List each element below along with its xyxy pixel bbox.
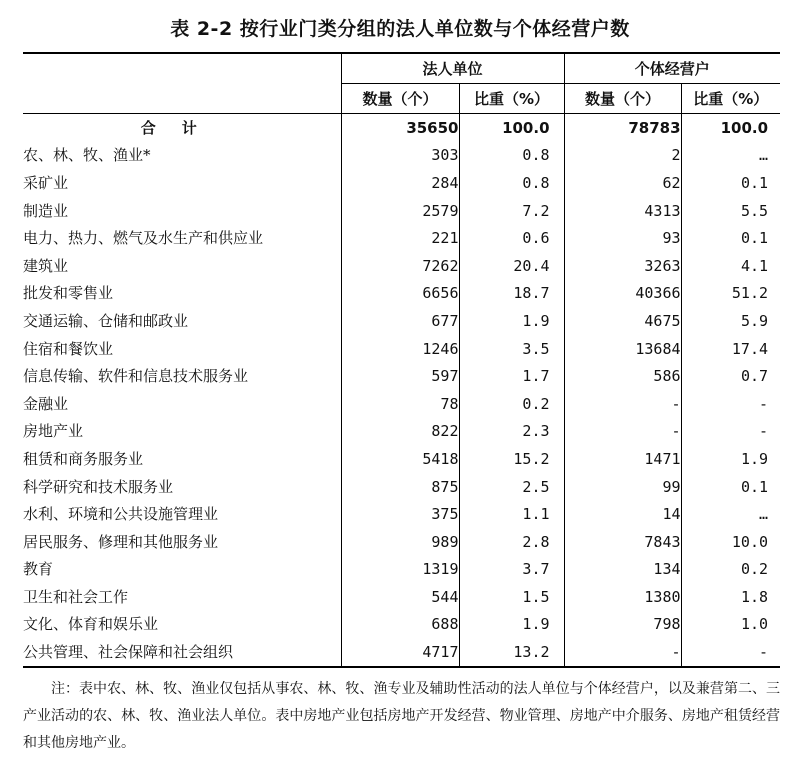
legal-count-cell: 221 xyxy=(341,224,459,252)
legal-ratio-cell: 0.8 xyxy=(459,142,564,170)
individual-ratio-cell: 1.9 xyxy=(681,445,780,473)
individual-ratio-cell: 1.8 xyxy=(681,583,780,611)
legal-ratio-cell: 1.9 xyxy=(459,611,564,639)
legal-ratio-cell: 7.2 xyxy=(459,197,564,225)
individual-ratio-cell: 51.2 xyxy=(681,280,780,308)
row-label: 住宿和餐饮业 xyxy=(23,339,114,358)
table-row xyxy=(23,335,780,363)
individual-ratio-cell: 10.0 xyxy=(681,528,780,556)
table-row xyxy=(23,142,780,170)
individual-count-cell: 99 xyxy=(564,473,681,501)
legal-ratio-cell: 3.5 xyxy=(459,335,564,363)
statistics-table xyxy=(23,52,780,668)
row-label: 房地产业 xyxy=(23,422,84,441)
legal-ratio-cell: 3.7 xyxy=(459,556,564,584)
row-label: 租赁和商务服务业 xyxy=(23,449,144,468)
legal-count-cell: 1319 xyxy=(341,556,459,584)
individual-ratio-cell: 0.2 xyxy=(681,556,780,584)
header-group-row xyxy=(23,53,780,84)
legal-count-cell: 677 xyxy=(341,307,459,335)
individual-ratio-cell: 1.0 xyxy=(681,611,780,639)
legal-ratio-cell: 18.7 xyxy=(459,280,564,308)
header-legal-units: 法人单位 xyxy=(341,53,564,84)
header-legal-ratio: 比重（%） xyxy=(459,84,564,114)
row-label: 农、林、牧、渔业* xyxy=(23,146,151,165)
individual-ratio-cell: 0.7 xyxy=(681,362,780,390)
header-individual-ratio: 比重（%） xyxy=(681,84,780,114)
individual-count-cell: 798 xyxy=(564,611,681,639)
legal-ratio-cell: 13.2 xyxy=(459,638,564,667)
row-label: 建筑业 xyxy=(23,256,69,275)
legal-ratio-cell: 2.5 xyxy=(459,473,564,501)
legal-ratio-cell: 1.5 xyxy=(459,583,564,611)
legal-count-cell: 989 xyxy=(341,528,459,556)
table-row xyxy=(23,445,780,473)
row-label: 电力、热力、燃气及水生产和供应业 xyxy=(23,229,264,248)
table-row xyxy=(23,224,780,252)
individual-count-cell: 1380 xyxy=(564,583,681,611)
table-row xyxy=(23,362,780,390)
individual-ratio-cell: 4.1 xyxy=(681,252,780,280)
individual-ratio-cell: … xyxy=(681,500,780,528)
header-legal-count: 数量（个） xyxy=(341,84,459,114)
individual-ratio-cell: 5.9 xyxy=(681,307,780,335)
individual-count-cell: 14 xyxy=(564,500,681,528)
table-row xyxy=(23,473,780,501)
individual-count-cell: 134 xyxy=(564,556,681,584)
legal-count-cell: 35650 xyxy=(341,114,459,142)
individual-count-cell: 4675 xyxy=(564,307,681,335)
legal-count-cell: 284 xyxy=(341,169,459,197)
table-row xyxy=(23,500,780,528)
individual-count-cell: 40366 xyxy=(564,280,681,308)
table-row xyxy=(23,280,780,308)
table-row xyxy=(23,197,780,225)
individual-count-cell: 586 xyxy=(564,362,681,390)
table-row xyxy=(23,528,780,556)
legal-count-cell: 375 xyxy=(341,500,459,528)
legal-count-cell: 5418 xyxy=(341,445,459,473)
individual-ratio-cell: 100.0 xyxy=(681,114,780,142)
individual-count-cell: 3263 xyxy=(564,252,681,280)
table-row xyxy=(23,390,780,418)
individual-count-cell: 62 xyxy=(564,169,681,197)
legal-ratio-cell: 20.4 xyxy=(459,252,564,280)
table-body xyxy=(23,114,780,667)
table-row xyxy=(23,583,780,611)
individual-count-cell: 93 xyxy=(564,224,681,252)
header-individual-households: 个体经营户 xyxy=(564,53,780,84)
individual-count-cell: - xyxy=(564,638,681,667)
individual-ratio-cell: … xyxy=(681,142,780,170)
legal-count-cell: 2579 xyxy=(341,197,459,225)
row-label: 金融业 xyxy=(23,394,69,413)
legal-count-cell: 875 xyxy=(341,473,459,501)
legal-ratio-cell: 1.1 xyxy=(459,500,564,528)
individual-count-cell: 7843 xyxy=(564,528,681,556)
individual-count-cell: - xyxy=(564,390,681,418)
legal-count-cell: 6656 xyxy=(341,280,459,308)
legal-count-cell: 822 xyxy=(341,418,459,446)
row-label: 公共管理、社会保障和社会组织 xyxy=(23,638,341,667)
row-label: 批发和零售业 xyxy=(23,284,114,303)
legal-count-cell: 7262 xyxy=(341,252,459,280)
individual-count-cell: 4313 xyxy=(564,197,681,225)
legal-ratio-cell: 1.7 xyxy=(459,362,564,390)
legal-count-cell: 4717 xyxy=(341,638,459,667)
table-row xyxy=(23,611,780,639)
legal-count-cell: 688 xyxy=(341,611,459,639)
individual-ratio-cell: 0.1 xyxy=(681,169,780,197)
row-label: 卫生和社会工作 xyxy=(23,587,129,606)
individual-ratio-cell: 17.4 xyxy=(681,335,780,363)
individual-count-cell: 1471 xyxy=(564,445,681,473)
table-row xyxy=(23,638,780,667)
individual-ratio-cell: - xyxy=(681,638,780,667)
legal-count-cell: 303 xyxy=(341,142,459,170)
legal-ratio-cell: 100.0 xyxy=(459,114,564,142)
header-corner-lower xyxy=(23,84,341,114)
row-label: 教育 xyxy=(23,560,54,579)
row-label: 采矿业 xyxy=(23,173,69,192)
individual-count-cell: 13684 xyxy=(564,335,681,363)
footnote: 注：表中农、林、牧、渔业仅包括从事农、林、牧、渔专业及辅助性活动的法人单位与个体经营户，以及兼营第二、三产业活动的农、林、牧、渔业法人单位。表中房地产业包括房地产开发经营、物业管理、房地产中介服务、房地产租赁经营和其他房地产业。 xyxy=(23,681,780,751)
legal-count-cell: 597 xyxy=(341,362,459,390)
row-label: 水利、环境和公共设施管理业 xyxy=(23,505,219,524)
row-label: 制造业 xyxy=(23,201,69,220)
row-label: 文化、体育和娱乐业 xyxy=(23,615,159,634)
legal-ratio-cell: 1.9 xyxy=(459,307,564,335)
legal-ratio-cell: 0.2 xyxy=(459,390,564,418)
row-label: 信息传输、软件和信息技术服务业 xyxy=(23,367,249,386)
table-row xyxy=(23,556,780,584)
individual-count-cell: 78783 xyxy=(564,114,681,142)
row-label: 居民服务、修理和其他服务业 xyxy=(23,532,219,551)
legal-count-cell: 78 xyxy=(341,390,459,418)
individual-count-cell: - xyxy=(564,418,681,446)
individual-ratio-cell: 0.1 xyxy=(681,224,780,252)
header-corner xyxy=(23,53,341,84)
legal-count-cell: 544 xyxy=(341,583,459,611)
table-row xyxy=(23,307,780,335)
table-row xyxy=(23,418,780,446)
legal-ratio-cell: 0.8 xyxy=(459,169,564,197)
row-label: 合计 xyxy=(140,118,223,137)
row-label: 科学研究和技术服务业 xyxy=(23,477,174,496)
table-title: 表 2-2 按行业门类分组的法人单位数与个体经营户数 xyxy=(170,18,630,40)
individual-ratio-cell: - xyxy=(681,418,780,446)
individual-ratio-cell: 0.1 xyxy=(681,473,780,501)
individual-count-cell: 2 xyxy=(564,142,681,170)
header-sub-row xyxy=(23,84,780,114)
total-row xyxy=(23,114,780,142)
legal-count-cell: 1246 xyxy=(341,335,459,363)
table-row xyxy=(23,252,780,280)
legal-ratio-cell: 2.3 xyxy=(459,418,564,446)
legal-ratio-cell: 0.6 xyxy=(459,224,564,252)
row-label: 交通运输、仓储和邮政业 xyxy=(23,311,189,330)
individual-ratio-cell: - xyxy=(681,390,780,418)
individual-ratio-cell: 5.5 xyxy=(681,197,780,225)
table-row xyxy=(23,169,780,197)
header-individual-count: 数量（个） xyxy=(564,84,681,114)
legal-ratio-cell: 2.8 xyxy=(459,528,564,556)
legal-ratio-cell: 15.2 xyxy=(459,445,564,473)
